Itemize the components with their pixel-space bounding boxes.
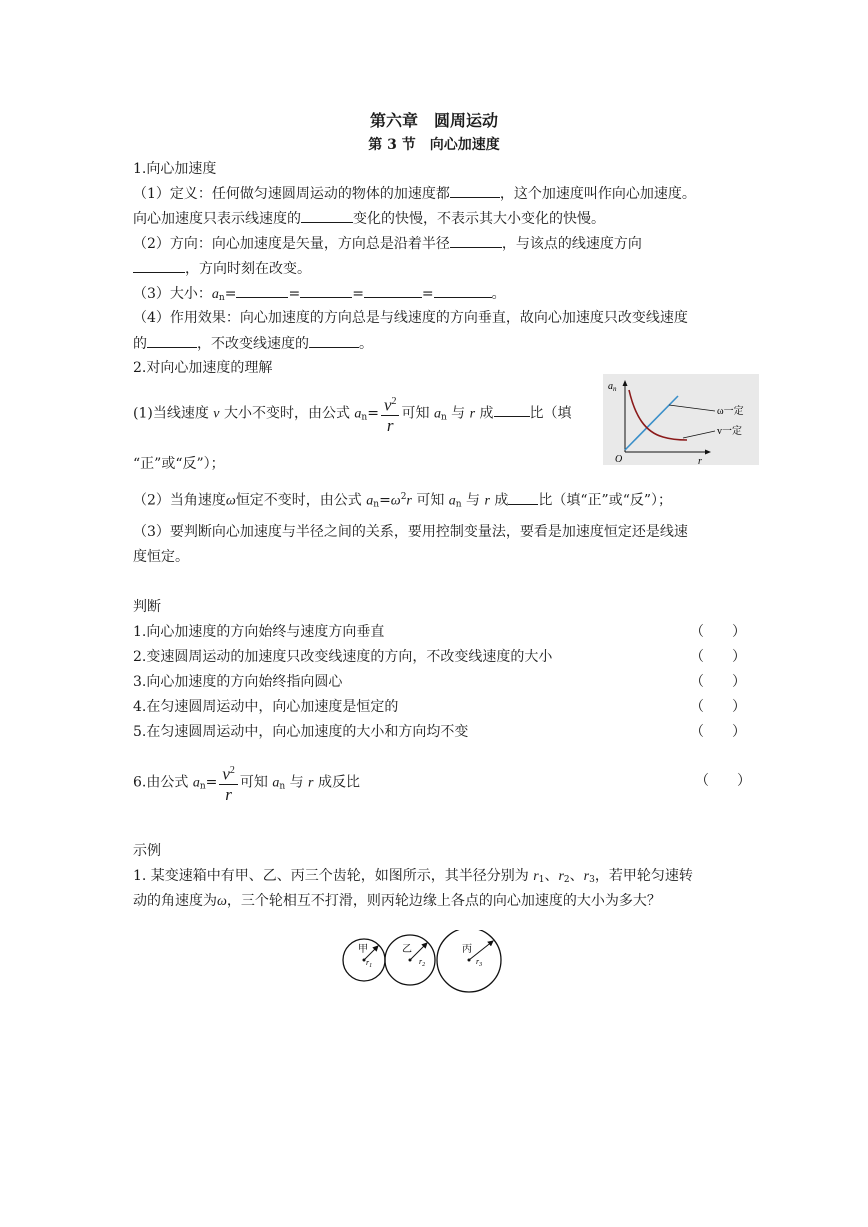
judge-item: 2.变速圆周运动的加速度只改变线速度的方向，不改变线速度的大小 — [133, 649, 553, 665]
r2-subscript: 2 — [563, 875, 570, 885]
graph-background — [603, 374, 759, 465]
definition-text-d: 变化的快慢，不表示其大小变化的快慢。 — [353, 211, 605, 227]
r-symbol: r — [469, 406, 476, 422]
fraction-exponent: 2 — [391, 396, 397, 407]
equals: = — [421, 286, 434, 302]
direction-line-2 — [133, 259, 311, 278]
r1-subscript: 1 — [538, 875, 545, 885]
blank — [434, 284, 492, 298]
an-subscript: n — [455, 499, 462, 510]
r3-symbol: r — [583, 869, 590, 884]
effect-text-b: 的 — [133, 336, 147, 352]
text: 6.由公式 — [133, 774, 193, 791]
definition-text-b: ，这个加速度叫作向心加速度。 — [499, 186, 696, 202]
text: 与 — [461, 492, 485, 509]
omega-symbol: ω — [390, 493, 401, 509]
blank — [494, 403, 530, 417]
an-symbol: a — [272, 775, 280, 791]
definition-line-2 — [133, 209, 605, 228]
text: （2）当角速度 — [133, 492, 226, 509]
x-axis-label: r — [698, 456, 702, 465]
definition-line-1 — [133, 184, 696, 203]
text: 比（填“正”或“反”）； — [538, 492, 673, 509]
r2-symbol: r — [558, 869, 564, 884]
equals: = — [205, 774, 218, 791]
section-1-heading: 1.向心加速度 — [133, 161, 217, 177]
blank — [133, 259, 185, 273]
text: 与 — [446, 405, 470, 422]
fraction-numerator: v — [383, 395, 392, 415]
text: 大小不变时，由公式 — [219, 405, 355, 422]
direction-text-c: ，方向时刻在改变。 — [185, 261, 311, 277]
text: 成反比 — [313, 774, 360, 791]
r-symbol: r — [308, 775, 314, 791]
an-subscript: n — [373, 499, 380, 510]
an-subscript: n — [218, 293, 225, 303]
blank — [450, 184, 500, 198]
text: 1. 某变速箱中有甲、乙、丙三个齿轮，如图所示，其半径分别为 — [133, 868, 534, 884]
an-symbol: a — [448, 493, 456, 509]
blank — [450, 234, 502, 248]
judge-answer-parens[interactable]: （ ） — [690, 699, 746, 715]
omega-constant-label: ω一定 — [717, 406, 744, 417]
blank — [508, 491, 538, 505]
blank — [300, 284, 352, 298]
an-subscript: n — [361, 412, 368, 423]
magnitude-line — [133, 284, 506, 307]
example-question-line-2 — [133, 892, 661, 911]
gear-jia-radius-label: $r_1$ — [366, 958, 373, 969]
an-subscript: n — [440, 412, 447, 423]
judge-item: 3.向心加速度的方向始终指向圆心 — [133, 674, 343, 690]
definition-text-a: （1）定义：任何做匀速圆周运动的物体的加速度都 — [133, 186, 450, 202]
text: 可知 — [401, 405, 434, 422]
an-symbol: a — [354, 406, 362, 422]
fraction-denominator: r — [386, 415, 394, 435]
blank — [301, 209, 353, 223]
judge-answer-parens[interactable]: （ ） — [690, 724, 746, 740]
understanding-item-3-line-1: （3）要判断向心加速度与半径之间的关系，要用控制变量法，要看是加速度恒定还是线速 — [133, 524, 688, 540]
magnitude-text: （3）大小： — [133, 286, 212, 302]
r3-subscript: 3 — [589, 875, 595, 885]
blank — [309, 334, 359, 348]
blank — [364, 284, 422, 298]
understanding-item-1 — [133, 392, 572, 435]
omega-symbol: ω — [217, 894, 227, 909]
an-symbol: a — [211, 287, 219, 302]
understanding-item-1-cont: “正”或“反”）； — [133, 456, 225, 472]
example-question-line-1 — [133, 867, 693, 889]
v-constant-label: v一定 — [717, 426, 742, 437]
judge-answer-parens[interactable]: （ ） — [695, 773, 751, 789]
text: 可知 — [239, 774, 273, 791]
effect-text-d: 。 — [359, 336, 373, 352]
r-symbol: r — [484, 493, 490, 509]
judge-answer-parens[interactable]: （ ） — [690, 624, 746, 640]
gear-bing-label: 丙 — [462, 944, 472, 955]
definition-text-c: 向心加速度只表示线速度的 — [133, 211, 301, 227]
gear-diagram — [340, 930, 510, 994]
fraction-exponent: 2 — [229, 765, 235, 776]
text: 恒定不变时，由公式 — [235, 492, 367, 509]
an-vs-r-graph — [603, 374, 759, 465]
fraction-denominator: r — [225, 784, 232, 804]
an-symbol: a — [192, 775, 200, 791]
understanding-item-2 — [133, 488, 672, 514]
blank — [147, 334, 197, 348]
judge-item-6 — [133, 761, 360, 804]
understanding-item-3-line-2: 度恒定。 — [133, 549, 189, 565]
equals: = — [224, 286, 237, 302]
judge-item: 4.在匀速圆周运动中，向心加速度是恒定的 — [133, 699, 399, 715]
end-dot: 。 — [491, 286, 506, 302]
direction-text-b: ，与该点的线速度方向 — [501, 236, 642, 252]
gear-yi-label: 乙 — [402, 944, 412, 955]
text: 比（填 — [529, 405, 572, 422]
judge-item: 1.向心加速度的方向始终与速度方向垂直 — [133, 624, 385, 640]
text: ，若甲轮匀速转 — [594, 868, 693, 884]
equals: = — [379, 492, 391, 509]
section-2-heading: 2.对向心加速度的理解 — [133, 360, 273, 376]
text: 成 — [475, 405, 494, 422]
r-symbol: r — [406, 493, 412, 509]
text: 、 — [569, 868, 584, 884]
gear-jia-label: 甲 — [358, 944, 368, 955]
gear-bing-radius-label: $r_3$ — [476, 957, 483, 968]
text: ，三个轮相互不打滑，则丙轮边缘上各点的向心加速度的大小为多大？ — [226, 893, 661, 909]
effect-line-2 — [133, 334, 373, 353]
text: 动的角速度为 — [133, 893, 217, 909]
text: 、 — [544, 868, 559, 884]
omega-symbol: ω — [225, 493, 236, 509]
chapter-title: 第六章 圆周运动 — [369, 111, 498, 130]
fraction-numerator: v — [222, 764, 230, 784]
judge-item: 5.在匀速圆周运动中，向心加速度的大小和方向均不变 — [133, 724, 469, 740]
square-exponent: 2 — [400, 492, 407, 502]
an-symbol: a — [366, 493, 374, 509]
y-axis-label: $a_n$ — [608, 381, 617, 393]
example-heading: 示例 — [133, 843, 161, 859]
judge-heading: 判断 — [133, 599, 161, 615]
v-symbol: v — [213, 406, 220, 422]
an-subscript: n — [199, 781, 206, 792]
text: 与 — [285, 774, 309, 791]
judge-answer-parens[interactable]: （ ） — [690, 674, 746, 690]
judge-answer-parens[interactable]: （ ） — [690, 649, 746, 665]
gear-yi-radius-label: $r_2$ — [419, 957, 426, 968]
equals: = — [352, 286, 364, 302]
equals: = — [288, 286, 301, 302]
gear-bing-radius-arrow — [469, 941, 493, 960]
origin-label: O — [615, 454, 623, 465]
section-title: 第 3 节 向心加速度 — [368, 137, 500, 153]
blank — [236, 284, 288, 298]
direction-line-1 — [133, 234, 642, 253]
text: 可知 — [411, 492, 449, 509]
effect-text-c: ，不改变线速度的 — [197, 336, 309, 352]
equals: = — [367, 405, 379, 422]
fraction-v2-over-r — [381, 392, 400, 435]
an-subscript: n — [279, 781, 286, 792]
text: 成 — [489, 492, 509, 509]
direction-text-a: （2）方向：向心加速度是矢量，方向总是沿着半径 — [133, 236, 450, 252]
text: (1)当线速度 — [133, 405, 214, 422]
fraction-v2-over-r — [219, 761, 238, 804]
an-symbol: a — [433, 406, 441, 422]
effect-line-1: （4）作用效果：向心加速度的方向总是与线速度的方向垂直，故向心加速度只改变线速度 — [133, 310, 688, 326]
r1-symbol: r — [533, 869, 539, 884]
